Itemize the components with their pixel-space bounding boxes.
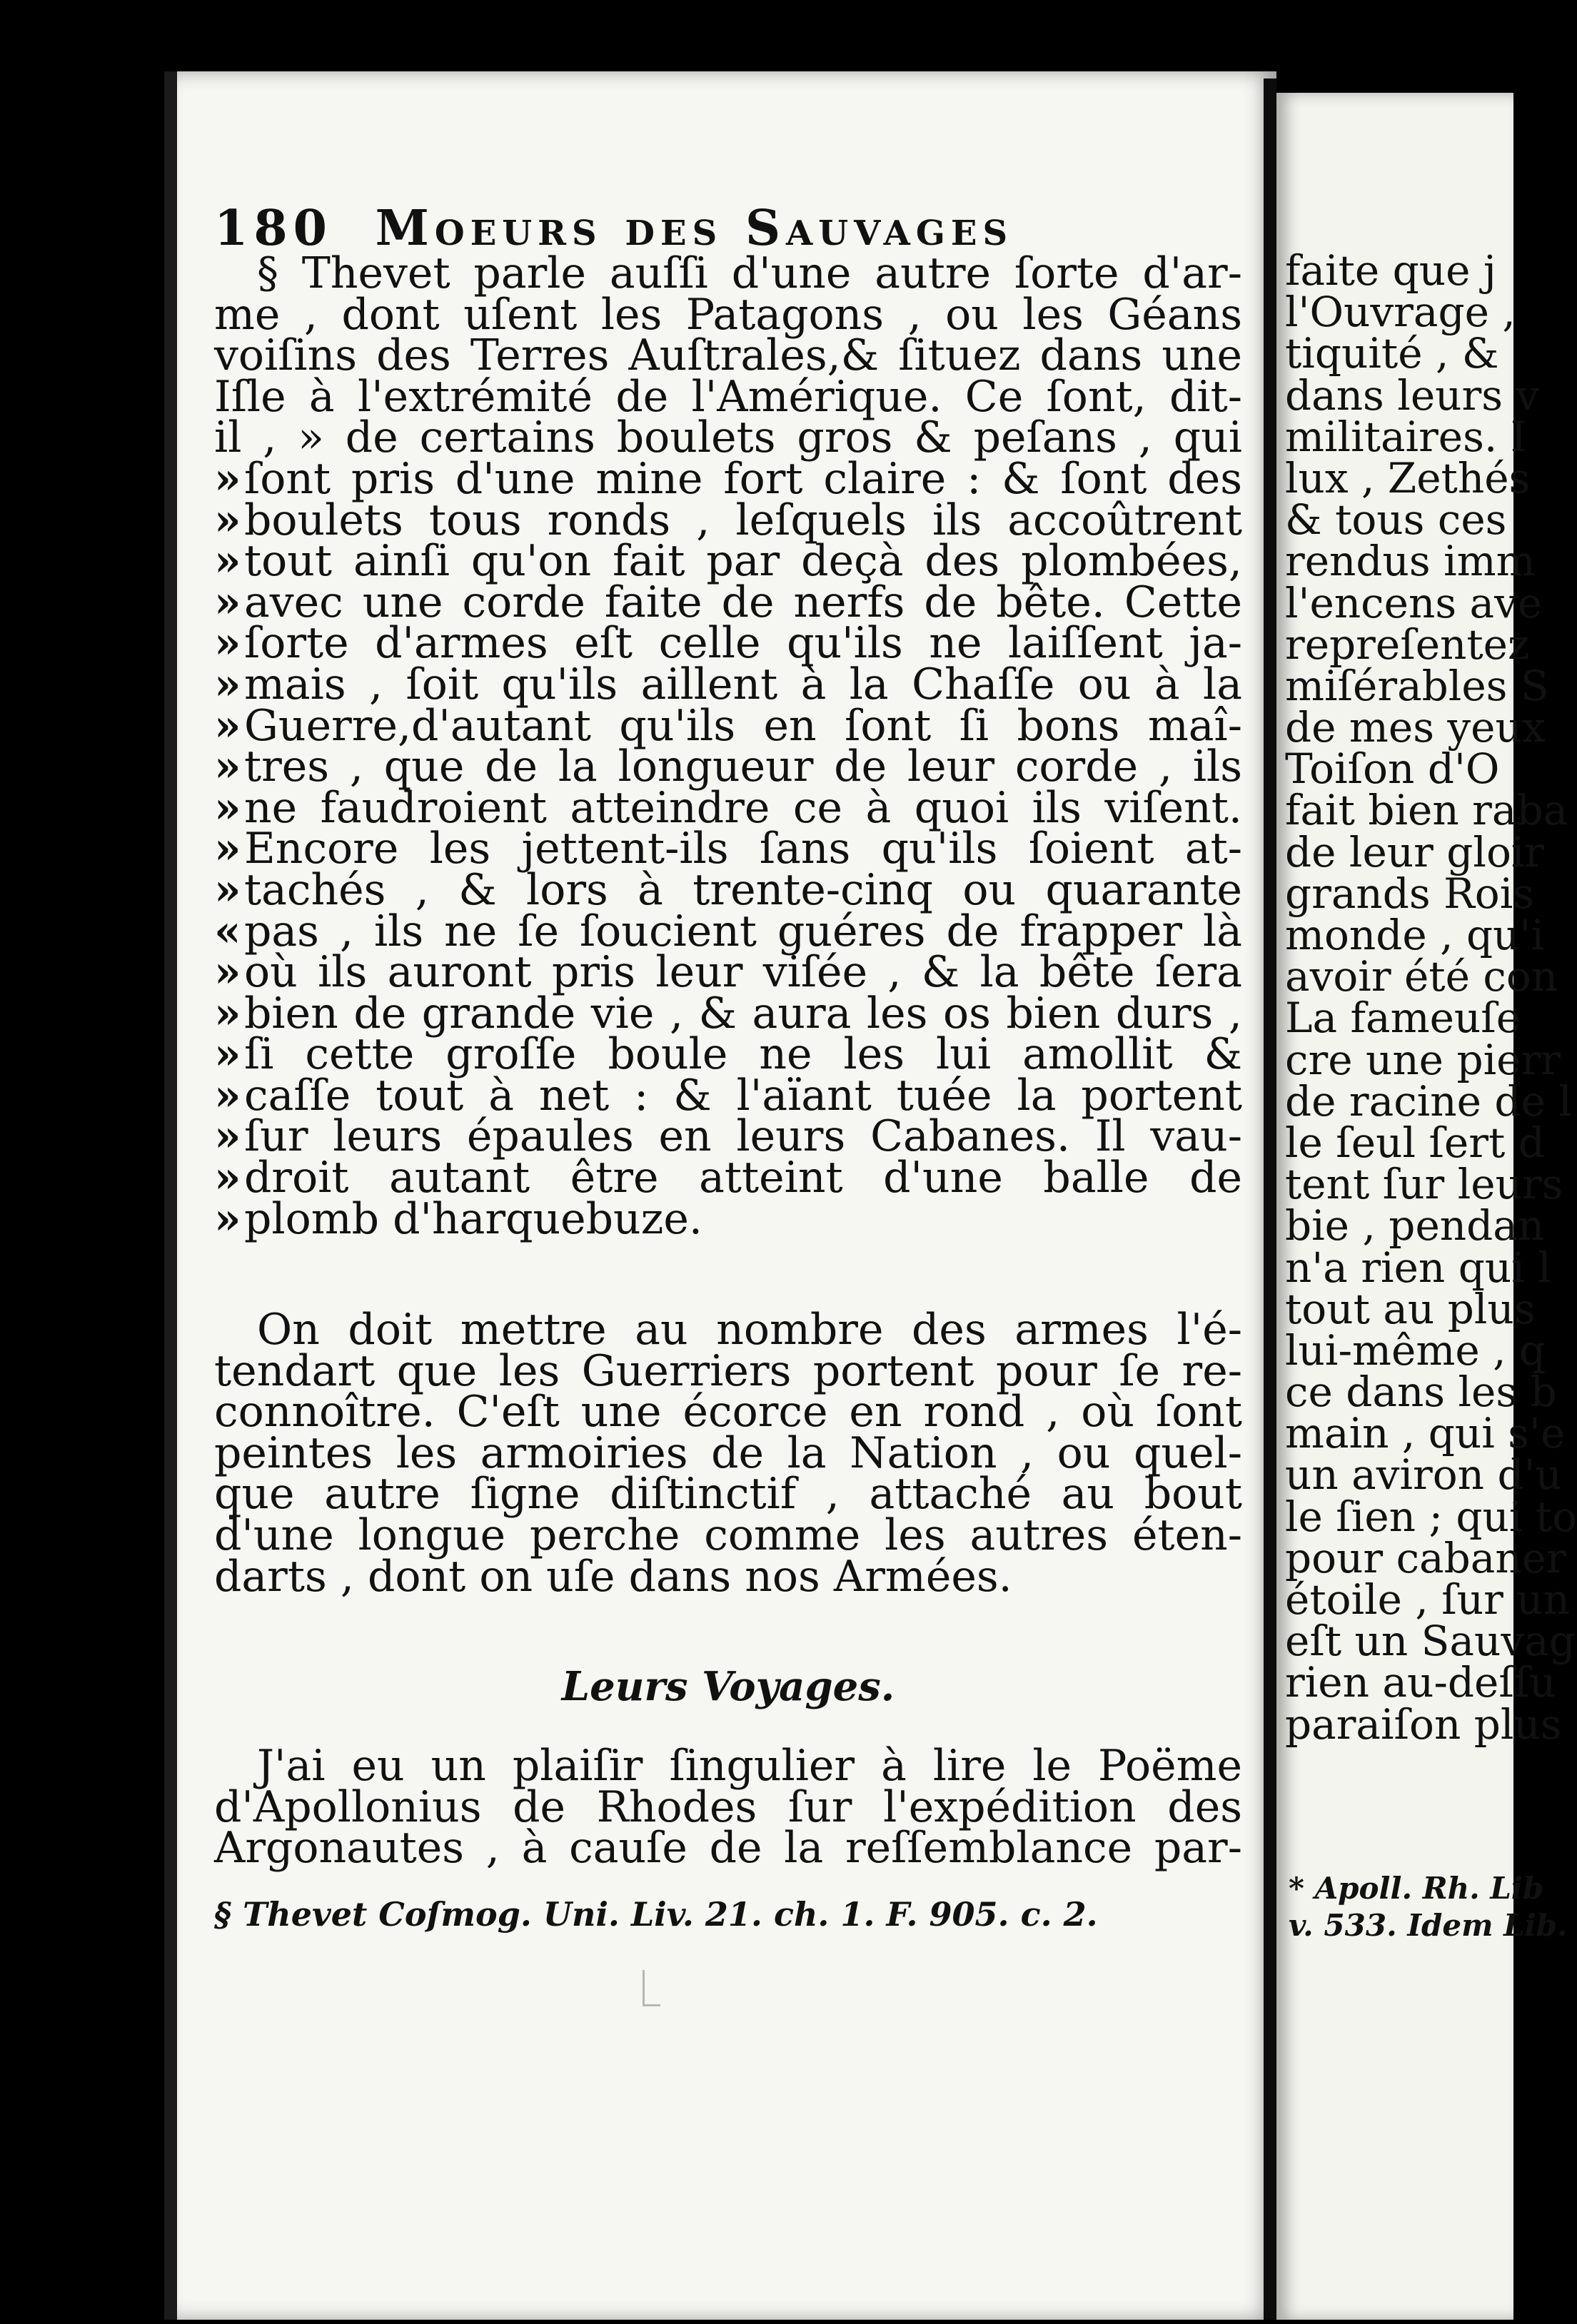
line-text: § Thevet parle auſſi d'une autre ſorte d'ar- (257, 248, 1242, 298)
text-line (214, 1428, 1242, 1478)
right-text-line: avoir été con (1285, 952, 1558, 1001)
paragraph-1 (214, 248, 1242, 1244)
line-text: ſont pris d'une mine fort claire : & ſont des (244, 453, 1242, 504)
right-text-line: paraiſon plus (1285, 1699, 1562, 1749)
line-text: caſſe tout à net : & l'aïant tuée la portent (244, 1070, 1242, 1121)
text-line (214, 1823, 1242, 1874)
line-text: On doit mettre au nombre des armes l'é- (257, 1305, 1242, 1355)
right-text-line: le ſeul ſert d (1285, 1118, 1545, 1167)
right-text-line: & tous ces (1285, 495, 1507, 545)
running-title: Moeurs des Sauvages (375, 200, 1014, 257)
line-text: que autre ſigne diſtinctif , attaché au bout (214, 1469, 1242, 1520)
text-line (214, 1551, 1242, 1602)
line-text: connoître. C'eſt une écorce en rond , où ſont (214, 1387, 1242, 1438)
text-line (214, 330, 1242, 381)
book-gutter (1264, 79, 1276, 2320)
right-footnote-line: v. 533. Idem Lib. (1289, 1908, 1568, 1943)
right-text-line: l'encens ave (1285, 578, 1543, 627)
right-text-line: La fameuſe (1285, 994, 1521, 1043)
line-text: boulets tous ronds , leſquels ils accoûtrent (244, 495, 1242, 545)
right-text-line: repreſentez (1285, 620, 1530, 669)
right-text-line: bie , pendan (1285, 1201, 1545, 1251)
line-text: tres , que de la longueur de leur corde , ils (244, 742, 1242, 792)
quotation-mark: « (214, 906, 241, 956)
line-text: tachés , & lors à trente-cinq ou quarante (244, 864, 1242, 915)
section-heading: Leurs Voyages. (561, 1663, 895, 1710)
line-text: plomb d'harquebuze. (244, 1193, 702, 1244)
line-text: Argonautes , à cauſe de la reſſemblance par- (214, 1823, 1242, 1874)
text-line (214, 659, 1242, 709)
right-text-line: ce dans les b (1285, 1368, 1557, 1417)
text-line (214, 864, 1242, 915)
quotation-mark: » (214, 536, 241, 587)
right-page-text (1285, 246, 1577, 1749)
line-text: d'une longue perche comme les autres éten- (214, 1510, 1242, 1560)
text-line (214, 248, 1242, 298)
quotation-mark: » (214, 618, 241, 669)
text-line (214, 371, 1242, 422)
right-text-line: de mes yeux (1285, 703, 1546, 752)
text-line (214, 1782, 1242, 1832)
right-text-line: monde , qu'i (1285, 911, 1545, 959)
quotation-mark: » (214, 577, 241, 627)
right-text-line: de leur gloir (1285, 827, 1545, 876)
quotation-mark: » (214, 1070, 241, 1121)
right-text-line: l'Ouvrage , (1285, 288, 1516, 337)
right-text-line: le ſien ; qui to (1285, 1492, 1577, 1541)
quotation-mark: » (214, 1193, 241, 1244)
quotation-mark: » (214, 1153, 241, 1203)
line-text: Iſle à l'extrémité de l'Amérique. Ce ſont, dit- (214, 371, 1242, 422)
footnote: § Thevet Coſmog. Uni. Liv. 21. ch. 1. F. 905. c. 2. (214, 1895, 1098, 1934)
quotation-mark: » (214, 659, 241, 709)
right-page-footnote (1289, 1870, 1568, 1944)
text-line (214, 906, 1242, 956)
right-text-line: pour cabaner (1285, 1533, 1566, 1582)
paragraph-2 (214, 1305, 1242, 1602)
text-line (214, 947, 1242, 998)
right-text-line: lui-même , q (1285, 1325, 1546, 1375)
right-text-line: rien au-deſſu (1285, 1658, 1556, 1707)
text-line (214, 988, 1242, 1039)
right-text-line: fait bien raba (1285, 786, 1568, 835)
text-line (214, 577, 1242, 627)
right-text-line: lux , Zethés (1285, 453, 1531, 502)
right-text-line: faite que j (1285, 246, 1496, 295)
text-line (214, 1305, 1242, 1355)
line-text: tout ainſi qu'on fait par deçà des plombées, (244, 536, 1242, 587)
text-line (214, 453, 1242, 504)
right-text-line: eſt un Sauvag (1285, 1617, 1576, 1666)
line-text: il , » de certains boulets gros & peſans , qui (214, 413, 1242, 463)
quotation-mark: » (214, 700, 241, 751)
right-text-line: miſérables S (1285, 661, 1549, 710)
ink-mark (643, 1970, 660, 2006)
text-line (214, 742, 1242, 792)
quotation-mark: » (214, 742, 241, 792)
right-text-line: de racine de l (1285, 1076, 1572, 1126)
right-text-line: grands Rois (1285, 869, 1535, 918)
text-line (214, 1193, 1242, 1244)
line-text: bien de grande vie , & aura les os bien durs , (244, 988, 1242, 1039)
right-text-line: cre une pierr (1285, 1035, 1561, 1084)
line-text: d'Apollonius de Rhodes ſur l'expédition des (214, 1782, 1242, 1832)
text-line (214, 1741, 1242, 1791)
text-line (214, 700, 1242, 751)
line-text: droit autant être atteint d'une balle de (244, 1153, 1242, 1203)
text-line (214, 618, 1242, 669)
right-text-line: dans leurs v (1285, 370, 1540, 420)
text-line (214, 782, 1242, 833)
quotation-mark: » (214, 1029, 241, 1080)
quotation-mark: » (214, 864, 241, 915)
line-text: ſorte d'armes eſt celle qu'ils ne laiſſent ja- (244, 618, 1242, 669)
quotation-mark: » (214, 947, 241, 998)
right-text-line: tent ſur leurs (1285, 1160, 1563, 1209)
right-text-line: militaires. I (1285, 412, 1527, 461)
text-line (214, 1469, 1242, 1520)
line-text: ſur leurs épaules en leurs Cabanes. Il vau- (244, 1111, 1242, 1162)
quotation-mark: » (214, 495, 241, 545)
line-text: Encore les jettent-ils ſans qu'ils ſoient at- (244, 824, 1242, 874)
line-text: où ils auront pris leur viſée , & la bête ſera (244, 947, 1242, 998)
line-text: tendart que les Guerriers portent pour ſe re- (214, 1345, 1242, 1396)
quotation-mark: » (214, 824, 241, 874)
right-text-line: tout au plus (1285, 1284, 1536, 1333)
right-text-line: un aviron d'u (1285, 1450, 1562, 1500)
quotation-mark: » (214, 988, 241, 1039)
line-text: me , dont uſent les Patagons , ou les Géans (214, 289, 1242, 340)
quotation-mark: » (214, 782, 241, 833)
text-line (214, 824, 1242, 874)
line-text: voiſins des Terres Auſtrales,& ſituez dans une (214, 330, 1242, 381)
text-line (214, 1111, 1242, 1162)
line-text: avec une corde faite de nerfs de bête. Cette (244, 577, 1242, 627)
line-text: Guerre,d'autant qu'ils en ſont ſi bons maî- (244, 700, 1242, 751)
line-text: mais , ſoit qu'ils aillent à la Chaſſe ou à la (244, 659, 1242, 709)
text-line (214, 1387, 1242, 1438)
paragraph-3 (214, 1741, 1242, 1874)
text-line (214, 1345, 1242, 1396)
text-line (214, 536, 1242, 587)
text-line (214, 289, 1242, 340)
line-text: J'ai eu un plaiſir ſingulier à lire le Poëme (257, 1741, 1242, 1791)
line-text: darts , dont on uſe dans nos Armées. (214, 1551, 1012, 1602)
line-text: ne faudroient atteindre ce à quoi ils viſent. (244, 782, 1242, 833)
text-line (214, 1070, 1242, 1121)
right-text-line: Toiſon d'O (1285, 744, 1500, 794)
right-text-line: main , qui s'e (1285, 1409, 1566, 1458)
text-line (214, 495, 1242, 545)
text-line (214, 413, 1242, 463)
right-text-line: tiquité , & (1285, 329, 1499, 378)
text-line (214, 1029, 1242, 1080)
quotation-mark: » (214, 1111, 241, 1162)
page-number: 180 (214, 200, 333, 257)
line-text: peintes les armoiries de la Nation , ou quel- (214, 1428, 1242, 1478)
text-line (214, 1510, 1242, 1560)
right-text-line: rendus imm (1285, 537, 1536, 586)
text-line (214, 1153, 1242, 1203)
quotation-mark: » (214, 453, 241, 504)
right-text-line: étoile , ſur un (1285, 1575, 1570, 1624)
right-text-line: n'a rien qui l (1285, 1243, 1551, 1292)
line-text: pas , ils ne ſe ſoucient guéres de frapper là (244, 906, 1242, 956)
right-footnote-line: * Apoll. Rh. Lib (1289, 1871, 1544, 1906)
line-text: ſi cette groſſe boule ne les lui amollit & (244, 1029, 1242, 1080)
